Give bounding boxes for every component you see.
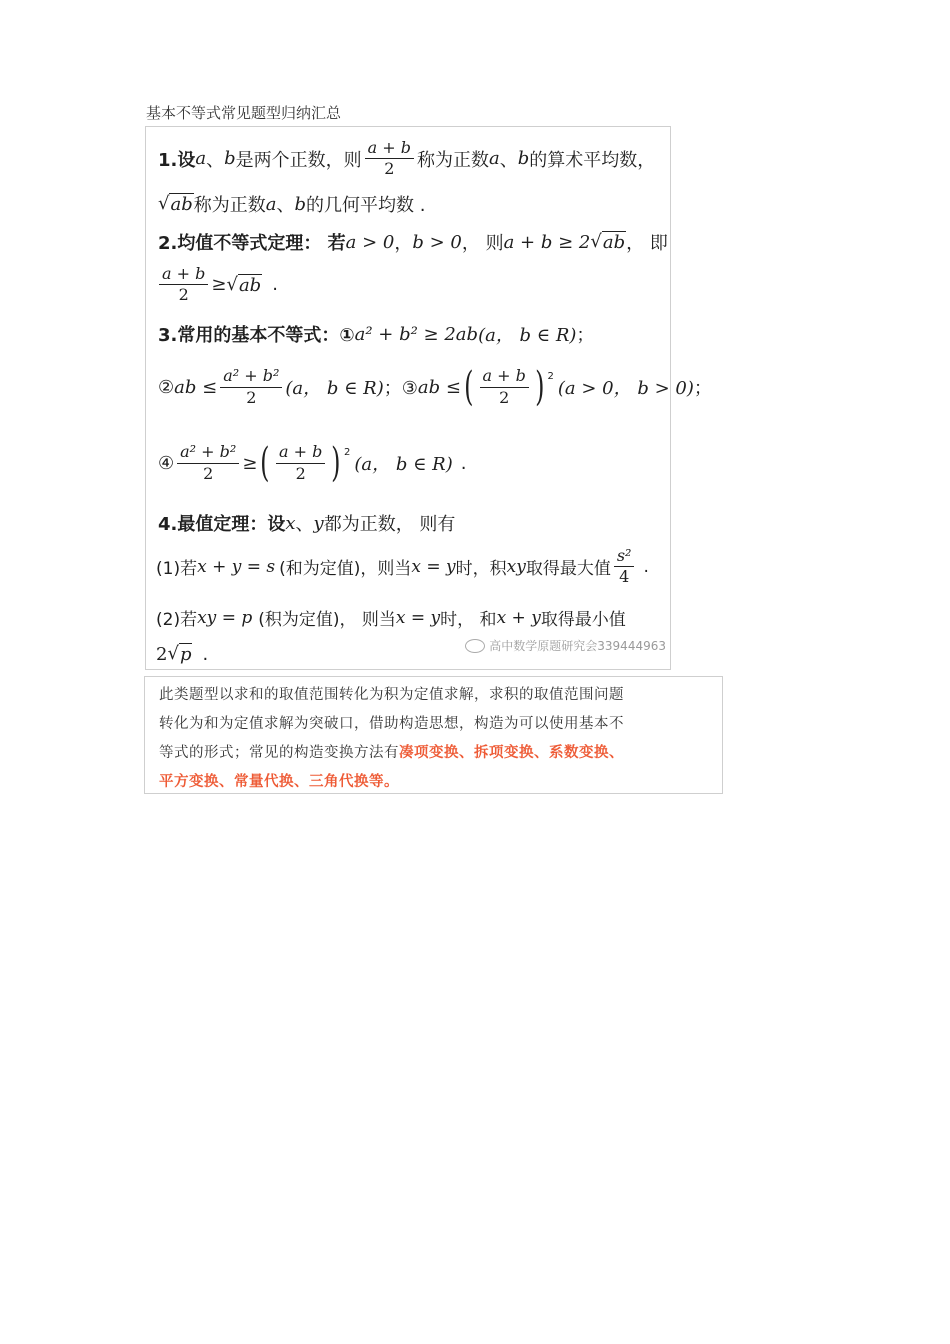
l9-tail: 取得最大值 (525, 559, 611, 580)
l6-cond: (a， b ∈ R) (285, 378, 384, 399)
l6-num3: a + b (480, 367, 529, 387)
l6-fraction (220, 367, 282, 407)
l10-pre: (2)若 (156, 610, 198, 630)
note-line-4 (159, 770, 399, 791)
l2-a: a (265, 193, 277, 215)
l6-den: 2 (246, 387, 257, 407)
l6-rparen: ) (535, 364, 545, 410)
l1-a2: a (489, 148, 500, 170)
l10-expr: xy = p (197, 607, 253, 628)
l9-pre: (1)若 (156, 559, 198, 580)
l3-comma: ， (394, 233, 413, 254)
l5-tail: ； (576, 325, 595, 346)
l3-sqrt: √ ab (590, 230, 626, 253)
l11-coef: 2 (156, 643, 168, 665)
l6-lhs: ab ≤ (174, 376, 218, 398)
l2-sqrt: √ ab (158, 192, 193, 215)
l9-paren: (和为定值) (279, 559, 361, 580)
l5-expr: a² + b² ≥ 2ab (354, 323, 479, 345)
l6-fraction3 (480, 367, 529, 407)
l2-b: b (294, 193, 307, 215)
l1-sep: 、 (206, 149, 225, 171)
l1-tail: 的算术平均数， (529, 149, 656, 171)
l7-fraction (177, 443, 239, 483)
l10-eq: x = y (395, 607, 441, 628)
l4-sqrt: √ ab (226, 273, 262, 296)
l9-end: . (643, 556, 649, 577)
l7-num: a² + b² (177, 443, 239, 463)
l9-den: 4 (619, 567, 630, 587)
l3-cond2: b > 0 (412, 231, 462, 253)
l10-mid: 时， 和 (440, 610, 497, 630)
l1-num: a + b (365, 139, 414, 159)
l2-tail: 的几何平均数 . (306, 195, 426, 216)
l7-lparen: ( (260, 440, 270, 486)
l7-den2: 2 (295, 463, 306, 483)
l7-rparen: ) (331, 440, 341, 486)
l4-num: a + b (159, 265, 208, 285)
l7-power: 2 (344, 447, 351, 458)
l1-b: b (224, 148, 236, 170)
l7-cond: (a， b ∈ R) (354, 454, 453, 475)
line-10 (156, 605, 626, 630)
l11-tail: . (202, 643, 209, 665)
line-7 (158, 440, 467, 486)
l4-rad: ab (238, 274, 262, 296)
line-4 (156, 265, 278, 305)
l3-cond1: a > 0 (345, 231, 395, 253)
l8-pre: 4.最值定理：设 (158, 514, 286, 535)
l6-den3: 2 (499, 387, 510, 407)
l1-b2: b (517, 148, 530, 170)
note-line-4-highlight: 平方变换、常量代换、三角代换等。 (159, 774, 399, 790)
l2-sep: 、 (276, 195, 295, 216)
l4-tail: . (272, 274, 278, 296)
l9-expr: x + y = s (197, 556, 276, 577)
l10-paren: (积为定值) (258, 610, 340, 630)
l9-fraction (614, 547, 635, 587)
l4-fraction (159, 265, 208, 305)
line-8 (158, 510, 455, 536)
l6-semi: ；③ (383, 378, 418, 399)
l9-then: ，则当 (360, 559, 412, 580)
l8-y: y (313, 512, 324, 534)
l6-cond3: (a > 0， b > 0) (557, 378, 694, 399)
formula-panel (145, 126, 712, 670)
line-9 (156, 547, 649, 587)
l7-tail: . (460, 452, 467, 474)
l8-x: x (285, 512, 296, 534)
l8-tail: 都为正数， 则有 (323, 514, 456, 535)
line-3 (158, 229, 668, 255)
l7-fraction2 (276, 443, 325, 483)
line-5 (158, 321, 594, 347)
l5-pre: 3.常用的基本不等式：① (158, 325, 355, 346)
l1-sep2: 、 (499, 149, 518, 171)
document-title: 基本不等式常见题型归纳汇总 (146, 104, 342, 122)
l1-a: a (195, 148, 207, 170)
l2-text: 称为正数 (193, 195, 266, 216)
l1-den: 2 (384, 159, 395, 179)
l3-pre: 2.均值不等式定理： 若 (158, 233, 346, 254)
line-1 (158, 139, 655, 179)
l1-mid: 是两个正数，则 (235, 149, 362, 171)
l3-rad: ab (602, 231, 626, 253)
l9-num: s² (614, 547, 635, 567)
l9-eq: x = y (411, 556, 456, 577)
note-panel (144, 676, 723, 794)
l6-lparen: ( (464, 364, 474, 410)
l2-rad: ab (170, 193, 193, 215)
l5-cond: (a， b ∈ R) (478, 325, 577, 346)
l3-tail: ， 即 (626, 233, 668, 254)
l7-circled-4: ④ (158, 452, 175, 474)
l1-fraction (365, 139, 414, 179)
l9-xy: xy (506, 556, 526, 577)
l6-power: 2 (547, 371, 554, 382)
l11-sqrt: √ p (167, 643, 192, 665)
wechat-icon (465, 639, 485, 653)
l10-then: ， 则当 (339, 610, 396, 630)
note-line-3-pre: 等式的形式；常见的构造变换方法有 (159, 745, 399, 761)
l4-rel: ≥ (211, 274, 227, 296)
l1-post: 称为正数 (417, 149, 489, 171)
l10-sum: x + y (496, 607, 541, 628)
l6-num: a² + b² (220, 367, 282, 387)
l7-den: 2 (203, 463, 214, 483)
l3-then: ， 则 (461, 233, 504, 254)
l10-tail: 取得最小值 (540, 610, 626, 630)
note-line-1: 此类题型以求和的取值范围转化为积为定值求解，求积的取值范围问题 (159, 687, 624, 703)
l3-expr: a + b ≥ 2 (503, 231, 591, 253)
l6-tail: ； (693, 378, 712, 399)
line-2 (158, 191, 425, 217)
l7-num2: a + b (276, 443, 325, 463)
note-line-3 (159, 741, 624, 762)
l11-rad: p (179, 644, 192, 665)
l4-den: 2 (178, 285, 189, 305)
l9-mid: 时，积 (455, 559, 507, 580)
l7-rel: ≥ (242, 452, 258, 474)
l8-sep: 、 (295, 514, 314, 535)
watermark (465, 637, 666, 654)
line-6 (158, 364, 712, 410)
line-11 (156, 643, 208, 666)
l6-circled-2: ② (158, 376, 175, 398)
l6-lhs3: ab ≤ (417, 376, 461, 398)
note-line-3-highlight: 凑项变换、拆项变换、系数变换、 (399, 745, 624, 761)
l1-pre: 1.设 (158, 149, 196, 171)
note-line-2: 转化为和为定值求解为突破口，借助构造思想，构造为可以使用基本不 (159, 716, 624, 732)
watermark-text: 高中数学原题研究会339444963 (489, 639, 666, 653)
